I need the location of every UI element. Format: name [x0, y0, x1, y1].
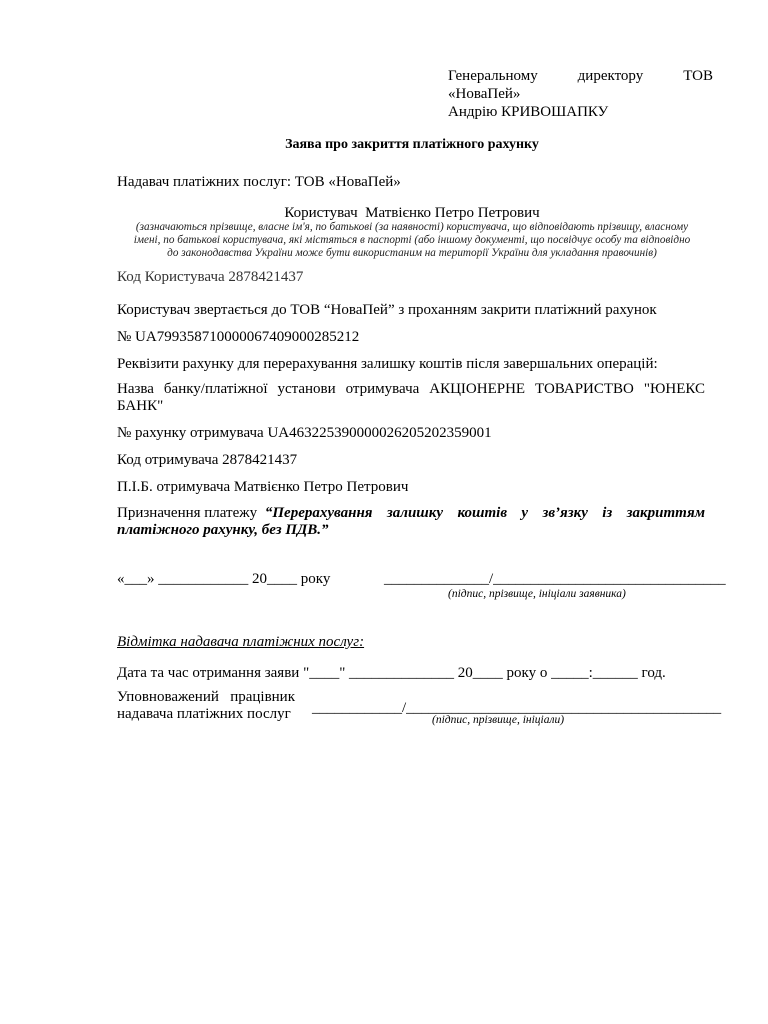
document-title: Заява про закриття платіжного рахунку: [285, 137, 539, 152]
recipient-code-line: Код отримувача 2878421437: [117, 452, 298, 468]
recipient-account-line: № рахунку отримувача UA463225390000026205202359001: [117, 425, 492, 441]
purpose-text-1: “Перерахування залишку коштів у зв’язку із закриттям: [264, 505, 705, 521]
employee-line-1: [117, 689, 295, 706]
provider-line: Надавач платіжних послуг: ТОВ «НоваПей»: [117, 174, 401, 190]
provider-mark: Відмітка надавача платіжних послуг:: [117, 634, 365, 650]
employee-signature-line: ____________/__________________________________________: [312, 700, 722, 716]
date-line: «___» ____________ 20____ року: [117, 571, 331, 587]
user-note-2: імені, по батькові користувача, які містяться в паспорті (або іншому документі, що посвідчує особу та відповідно: [133, 234, 691, 246]
addressee-line-1: [448, 68, 713, 85]
addressee-word-1: Генеральному: [448, 68, 538, 84]
purpose-text-2: платіжного рахунку, без ПДВ.”: [117, 522, 329, 538]
addressee-word-2: директору: [577, 68, 644, 84]
employee-word-2: працівник: [230, 689, 295, 705]
addressee-name: Андрію КРИВОШАПКУ: [448, 104, 609, 120]
account-line: № UA799358710000067409000285212: [117, 329, 360, 345]
applicant-signature-line: ______________/_______________________________: [384, 571, 726, 587]
addressee-company: «НоваПей»: [448, 86, 521, 102]
user-note-1: (зазначаються прізвище, власне ім'я, по батькові (за наявності) користувача, що відповідають прізвищу, власному: [135, 221, 689, 233]
addressee-word-3: ТОВ: [683, 68, 713, 84]
requisites-line: Реквізити рахунку для перерахування залишку коштів після завершальних операцій:: [117, 356, 658, 372]
received-line: Дата та час отримання заяви "____" ______________ 20____ року о _____:______ год.: [117, 665, 666, 681]
bank-line-2: БАНК": [117, 398, 164, 414]
employee-word-1: Уповноважений: [117, 689, 219, 705]
request-line: Користувач звертається до ТОВ “НоваПей” з проханням закрити платіжний рахунок: [117, 302, 657, 318]
user-note-3: до законодавства України може бути використаним на території України для укладання правочинів): [167, 247, 657, 259]
employee-line-2: надавача платіжних послуг: [117, 706, 291, 722]
user-code-line: Код Користувача 2878421437: [117, 269, 304, 285]
applicant-signature-caption: (підпис, прізвище, ініціали заявника): [448, 588, 626, 600]
employee-signature-caption: (підпис, прізвище, ініціали): [432, 714, 565, 726]
purpose-line-1: [117, 505, 705, 522]
recipient-name-line: П.І.Б. отримувача Матвієнко Петро Петрович: [117, 479, 409, 495]
user-line: Користувач Матвієнко Петро Петрович: [284, 205, 540, 221]
bank-line-1: Назва банку/платіжної установи отримувача АКЦІОНЕРНЕ ТОВАРИСТВО "ЮНЕКС: [117, 381, 705, 397]
purpose-label: Призначення платежу: [117, 505, 261, 521]
